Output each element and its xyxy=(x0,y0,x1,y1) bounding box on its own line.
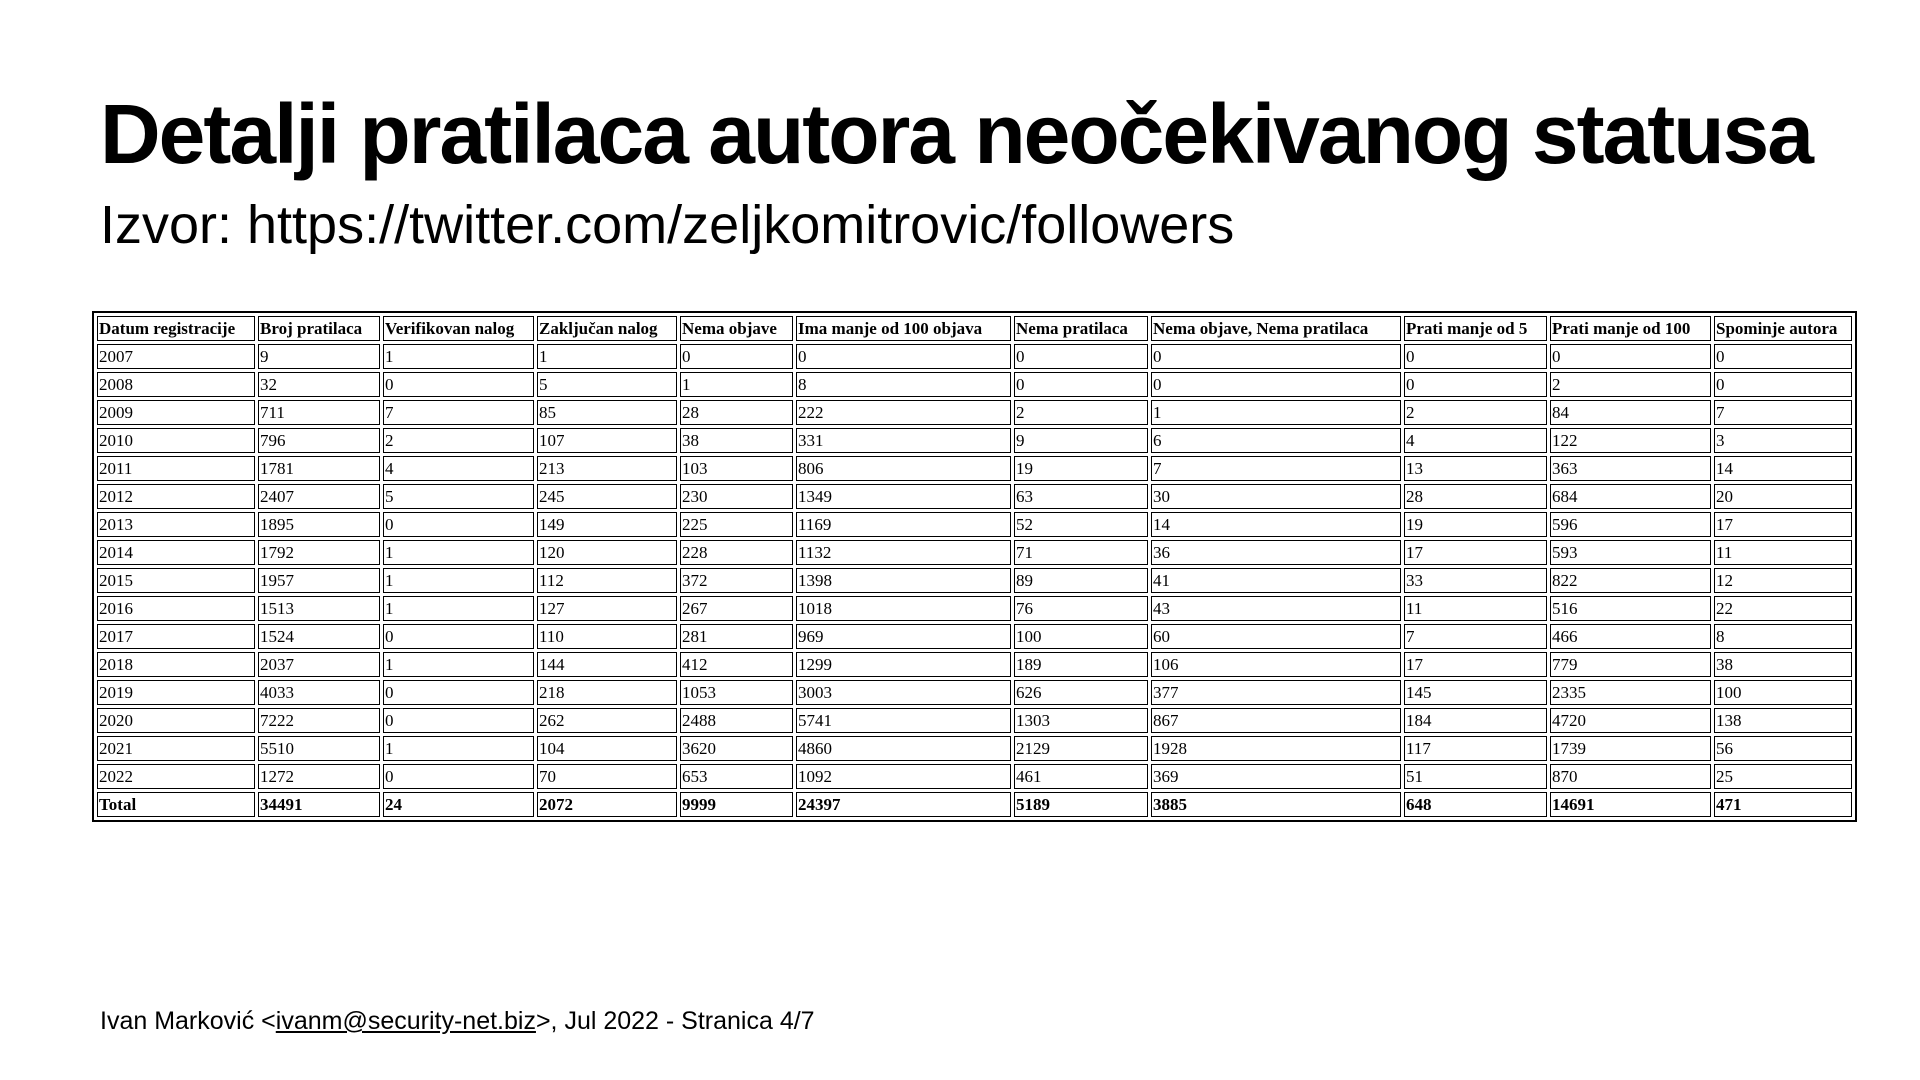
table-cell: 0 xyxy=(1014,372,1148,397)
table-cell: 184 xyxy=(1404,708,1547,733)
total-cell: Total xyxy=(97,792,255,817)
total-cell: 24 xyxy=(383,792,534,817)
column-header: Nema pratilaca xyxy=(1014,316,1148,341)
table-cell: 331 xyxy=(796,428,1011,453)
table-cell: 245 xyxy=(537,484,677,509)
table-cell: 9 xyxy=(258,344,380,369)
table-cell: 145 xyxy=(1404,680,1547,705)
table-cell: 1 xyxy=(383,568,534,593)
table-cell: 84 xyxy=(1550,400,1711,425)
table-cell: 11 xyxy=(1714,540,1852,565)
table-cell: 3 xyxy=(1714,428,1852,453)
table-cell: 267 xyxy=(680,596,793,621)
table-cell: 7 xyxy=(383,400,534,425)
table-body xyxy=(97,344,1852,817)
table-cell: 4 xyxy=(1404,428,1547,453)
table-cell: 127 xyxy=(537,596,677,621)
table-cell: 0 xyxy=(1550,344,1711,369)
table-cell: 1739 xyxy=(1550,736,1711,761)
table-cell: 230 xyxy=(680,484,793,509)
table-cell: 806 xyxy=(796,456,1011,481)
table-cell: 104 xyxy=(537,736,677,761)
table-cell: 3620 xyxy=(680,736,793,761)
table-cell: 2007 xyxy=(97,344,255,369)
table-row xyxy=(97,540,1852,565)
table-cell: 225 xyxy=(680,512,793,537)
table-cell: 5510 xyxy=(258,736,380,761)
table-cell: 38 xyxy=(1714,652,1852,677)
table-cell: 14 xyxy=(1714,456,1852,481)
total-cell: 5189 xyxy=(1014,792,1148,817)
slide-subtitle: Izvor: https://twitter.com/zeljkomitrovic/followers xyxy=(100,195,1235,255)
table-cell: 0 xyxy=(383,624,534,649)
table-cell: 19 xyxy=(1404,512,1547,537)
table-cell: 60 xyxy=(1151,624,1401,649)
table-cell: 63 xyxy=(1014,484,1148,509)
table-cell: 138 xyxy=(1714,708,1852,733)
total-cell: 648 xyxy=(1404,792,1547,817)
footer xyxy=(100,1007,815,1036)
table-row xyxy=(97,484,1852,509)
table-row xyxy=(97,428,1852,453)
table-cell: 516 xyxy=(1550,596,1711,621)
table-cell: 8 xyxy=(1714,624,1852,649)
total-cell: 2072 xyxy=(537,792,677,817)
table-cell: 2015 xyxy=(97,568,255,593)
table-cell: 969 xyxy=(796,624,1011,649)
table-cell: 4033 xyxy=(258,680,380,705)
table-cell: 1349 xyxy=(796,484,1011,509)
table-cell: 112 xyxy=(537,568,677,593)
table-row xyxy=(97,708,1852,733)
table-row xyxy=(97,512,1852,537)
table-cell: 1 xyxy=(383,652,534,677)
table-cell: 262 xyxy=(537,708,677,733)
table-cell: 0 xyxy=(383,512,534,537)
table-cell: 218 xyxy=(537,680,677,705)
table-row xyxy=(97,372,1852,397)
table-cell: 30 xyxy=(1151,484,1401,509)
table-cell: 2012 xyxy=(97,484,255,509)
table-row xyxy=(97,736,1852,761)
table-cell: 1513 xyxy=(258,596,380,621)
data-table-container xyxy=(92,311,1849,822)
table-cell: 1 xyxy=(383,736,534,761)
table-cell: 281 xyxy=(680,624,793,649)
footer-date-page: >, Jul 2022 - Stranica 4/7 xyxy=(535,1007,815,1035)
table-cell: 1895 xyxy=(258,512,380,537)
table-cell: 2021 xyxy=(97,736,255,761)
table-row xyxy=(97,680,1852,705)
table-cell: 20 xyxy=(1714,484,1852,509)
table-cell: 2 xyxy=(1404,400,1547,425)
table-cell: 7 xyxy=(1404,624,1547,649)
column-header: Verifikovan nalog xyxy=(383,316,534,341)
followers-table xyxy=(92,311,1857,822)
table-cell: 228 xyxy=(680,540,793,565)
table-cell: 122 xyxy=(1550,428,1711,453)
table-cell: 684 xyxy=(1550,484,1711,509)
table-cell: 38 xyxy=(680,428,793,453)
table-cell: 117 xyxy=(1404,736,1547,761)
table-cell: 4 xyxy=(383,456,534,481)
table-cell: 796 xyxy=(258,428,380,453)
table-cell: 76 xyxy=(1014,596,1148,621)
column-header: Nema objave, Nema pratilaca xyxy=(1151,316,1401,341)
table-cell: 0 xyxy=(1151,344,1401,369)
table-cell: 2009 xyxy=(97,400,255,425)
table-cell: 2013 xyxy=(97,512,255,537)
table-cell: 52 xyxy=(1014,512,1148,537)
table-cell: 2022 xyxy=(97,764,255,789)
table-cell: 17 xyxy=(1404,652,1547,677)
table-cell: 870 xyxy=(1550,764,1711,789)
column-header: Zaključan nalog xyxy=(537,316,677,341)
table-cell: 12 xyxy=(1714,568,1852,593)
table-row xyxy=(97,568,1852,593)
table-cell: 36 xyxy=(1151,540,1401,565)
table-cell: 461 xyxy=(1014,764,1148,789)
table-cell: 1 xyxy=(1151,400,1401,425)
table-row xyxy=(97,596,1852,621)
table-cell: 25 xyxy=(1714,764,1852,789)
table-cell: 2488 xyxy=(680,708,793,733)
table-cell: 11 xyxy=(1404,596,1547,621)
table-cell: 626 xyxy=(1014,680,1148,705)
table-cell: 19 xyxy=(1014,456,1148,481)
table-cell: 89 xyxy=(1014,568,1148,593)
table-cell: 1053 xyxy=(680,680,793,705)
table-cell: 1 xyxy=(537,344,677,369)
table-cell: 372 xyxy=(680,568,793,593)
column-header: Spominje autora xyxy=(1714,316,1852,341)
table-cell: 0 xyxy=(680,344,793,369)
footer-author: Ivan Marković < xyxy=(100,1007,276,1035)
table-cell: 1169 xyxy=(796,512,1011,537)
table-cell: 2019 xyxy=(97,680,255,705)
table-row xyxy=(97,344,1852,369)
table-cell: 377 xyxy=(1151,680,1401,705)
column-header: Nema objave xyxy=(680,316,793,341)
table-cell: 369 xyxy=(1151,764,1401,789)
table-cell: 1792 xyxy=(258,540,380,565)
table-cell: 1928 xyxy=(1151,736,1401,761)
table-cell: 2008 xyxy=(97,372,255,397)
table-cell: 1018 xyxy=(796,596,1011,621)
table-cell: 51 xyxy=(1404,764,1547,789)
table-cell: 2014 xyxy=(97,540,255,565)
table-cell: 106 xyxy=(1151,652,1401,677)
column-header: Broj pratilaca xyxy=(258,316,380,341)
table-cell: 6 xyxy=(1151,428,1401,453)
table-cell: 100 xyxy=(1714,680,1852,705)
table-cell: 867 xyxy=(1151,708,1401,733)
table-cell: 2407 xyxy=(258,484,380,509)
table-cell: 100 xyxy=(1014,624,1148,649)
total-cell: 3885 xyxy=(1151,792,1401,817)
table-cell: 144 xyxy=(537,652,677,677)
table-cell: 2017 xyxy=(97,624,255,649)
column-header: Ima manje od 100 objava xyxy=(796,316,1011,341)
table-cell: 41 xyxy=(1151,568,1401,593)
table-cell: 1398 xyxy=(796,568,1011,593)
table-cell: 0 xyxy=(1014,344,1148,369)
table-row xyxy=(97,400,1852,425)
column-header: Prati manje od 100 xyxy=(1550,316,1711,341)
table-cell: 22 xyxy=(1714,596,1852,621)
table-cell: 1 xyxy=(383,596,534,621)
table-cell: 0 xyxy=(383,764,534,789)
total-cell: 471 xyxy=(1714,792,1852,817)
table-row xyxy=(97,624,1852,649)
table-cell: 711 xyxy=(258,400,380,425)
total-cell: 24397 xyxy=(796,792,1011,817)
table-cell: 1781 xyxy=(258,456,380,481)
table-cell: 2335 xyxy=(1550,680,1711,705)
table-cell: 0 xyxy=(383,680,534,705)
table-row xyxy=(97,764,1852,789)
table-cell: 120 xyxy=(537,540,677,565)
table-cell: 779 xyxy=(1550,652,1711,677)
table-cell: 2010 xyxy=(97,428,255,453)
table-cell: 1092 xyxy=(796,764,1011,789)
column-header: Prati manje od 5 xyxy=(1404,316,1547,341)
table-cell: 0 xyxy=(1714,344,1852,369)
slide-title: Detalji pratilaca autora neočekivanog statusa xyxy=(100,87,1812,181)
table-cell: 0 xyxy=(1404,372,1547,397)
table-cell: 149 xyxy=(537,512,677,537)
footer-email-link[interactable]: ivanm@security-net.biz xyxy=(275,1007,536,1035)
total-cell: 9999 xyxy=(680,792,793,817)
table-cell: 363 xyxy=(1550,456,1711,481)
table-cell: 110 xyxy=(537,624,677,649)
table-total-row xyxy=(97,792,1852,817)
total-cell: 14691 xyxy=(1550,792,1711,817)
table-cell: 28 xyxy=(1404,484,1547,509)
table-cell: 14 xyxy=(1151,512,1401,537)
table-cell: 8 xyxy=(796,372,1011,397)
table-cell: 2016 xyxy=(97,596,255,621)
table-cell: 9 xyxy=(1014,428,1148,453)
table-cell: 70 xyxy=(537,764,677,789)
table-cell: 2037 xyxy=(258,652,380,677)
table-cell: 593 xyxy=(1550,540,1711,565)
table-cell: 653 xyxy=(680,764,793,789)
table-cell: 0 xyxy=(1714,372,1852,397)
table-cell: 1 xyxy=(383,344,534,369)
table-cell: 4860 xyxy=(796,736,1011,761)
table-cell: 412 xyxy=(680,652,793,677)
table-cell: 1132 xyxy=(796,540,1011,565)
table-cell: 85 xyxy=(537,400,677,425)
table-cell: 56 xyxy=(1714,736,1852,761)
table-cell: 17 xyxy=(1404,540,1547,565)
table-cell: 466 xyxy=(1550,624,1711,649)
table-cell: 28 xyxy=(680,400,793,425)
table-cell: 17 xyxy=(1714,512,1852,537)
table-cell: 5 xyxy=(537,372,677,397)
table-cell: 7 xyxy=(1151,456,1401,481)
table-cell: 2 xyxy=(383,428,534,453)
table-cell: 33 xyxy=(1404,568,1547,593)
table-cell: 1 xyxy=(383,540,534,565)
table-cell: 0 xyxy=(383,708,534,733)
table-cell: 222 xyxy=(796,400,1011,425)
table-cell: 4720 xyxy=(1550,708,1711,733)
table-cell: 71 xyxy=(1014,540,1148,565)
table-cell: 13 xyxy=(1404,456,1547,481)
table-cell: 2 xyxy=(1550,372,1711,397)
total-cell: 34491 xyxy=(258,792,380,817)
table-cell: 1303 xyxy=(1014,708,1148,733)
table-cell: 32 xyxy=(258,372,380,397)
table-cell: 1957 xyxy=(258,568,380,593)
table-cell: 5 xyxy=(383,484,534,509)
table-cell: 0 xyxy=(383,372,534,397)
table-cell: 596 xyxy=(1550,512,1711,537)
table-cell: 822 xyxy=(1550,568,1711,593)
table-cell: 5741 xyxy=(796,708,1011,733)
table-cell: 2011 xyxy=(97,456,255,481)
table-cell: 103 xyxy=(680,456,793,481)
table-row xyxy=(97,456,1852,481)
table-cell: 0 xyxy=(1404,344,1547,369)
table-cell: 43 xyxy=(1151,596,1401,621)
table-cell: 1524 xyxy=(258,624,380,649)
table-cell: 2020 xyxy=(97,708,255,733)
table-row xyxy=(97,652,1852,677)
table-cell: 7222 xyxy=(258,708,380,733)
table-header-row xyxy=(97,316,1852,341)
table-cell: 3003 xyxy=(796,680,1011,705)
table-cell: 189 xyxy=(1014,652,1148,677)
table-cell: 0 xyxy=(796,344,1011,369)
table-cell: 2129 xyxy=(1014,736,1148,761)
table-cell: 2018 xyxy=(97,652,255,677)
table-cell: 1299 xyxy=(796,652,1011,677)
table-cell: 1 xyxy=(680,372,793,397)
table-cell: 2 xyxy=(1014,400,1148,425)
table-cell: 0 xyxy=(1151,372,1401,397)
table-cell: 7 xyxy=(1714,400,1852,425)
table-cell: 107 xyxy=(537,428,677,453)
column-header: Datum registracije xyxy=(97,316,255,341)
table-cell: 213 xyxy=(537,456,677,481)
table-cell: 1272 xyxy=(258,764,380,789)
